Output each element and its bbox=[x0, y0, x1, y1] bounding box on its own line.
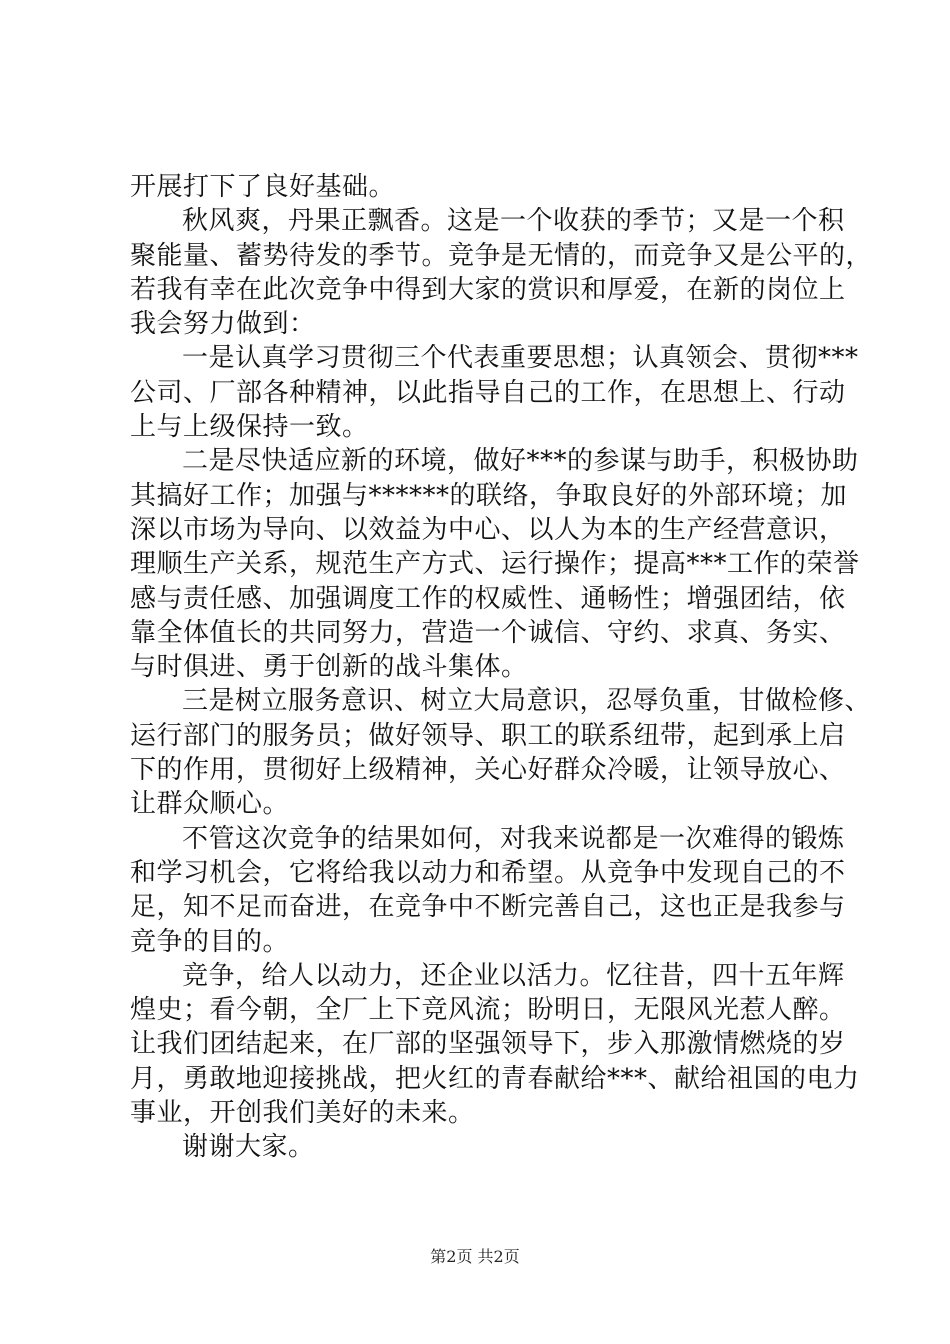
text-line: 感与责任感、加强调度工作的权威性、通畅性；增强团结，依 bbox=[130, 583, 846, 614]
text-line: 其搞好工作；加强与******的联络，争取良好的外部环境；加 bbox=[130, 480, 848, 511]
text-line: 竞争的目的。 bbox=[130, 926, 290, 957]
text-line: 深以市场为导向、以效益为中心、以人为本的生产经营意识， bbox=[130, 514, 846, 545]
text-line: 理顺生产关系，规范生产方式、运行操作；提高***工作的荣誉 bbox=[130, 549, 860, 580]
page-footer bbox=[0, 1244, 950, 1267]
text-line: 上与上级保持一致。 bbox=[130, 412, 369, 443]
text-line: 一是认真学习贯彻三个代表重要思想；认真领会、贯彻*** bbox=[182, 343, 859, 374]
text-line: 与时俱进、勇于创新的战斗集体。 bbox=[130, 652, 528, 683]
text-line: 下的作用，贯彻好上级精神，关心好群众冷暖，让领导放心、 bbox=[130, 755, 846, 786]
text-line: 开展打下了良好基础。 bbox=[130, 172, 396, 202]
text-line: 月，勇敢地迎接挑战，把火红的青春献给***、献给祖国的电力 bbox=[130, 1063, 860, 1094]
text-line: 我会努力做到： bbox=[130, 309, 316, 340]
text-line: 足，知不足而奋进，在竞争中不断完善自己，这也正是我参与 bbox=[130, 892, 846, 923]
text-line: 二是尽快适应新的环境，做好***的参谋与助手，积极协助 bbox=[182, 446, 859, 477]
text-line: 聚能量、蓄势待发的季节。竞争是无情的，而竞争又是公平的， bbox=[130, 240, 873, 271]
document-body bbox=[130, 170, 873, 1165]
text-line: 若我有幸在此次竞争中得到大家的赏识和厚爱，在新的岗位上 bbox=[130, 274, 846, 305]
text-line: 和学习机会，它将给我以动力和希望。从竞争中发现自己的不 bbox=[130, 857, 846, 888]
text-line: 秋风爽，丹果正飘香。这是一个收获的季节；又是一个积 bbox=[182, 206, 845, 237]
text-line: 事业，开创我们美好的未来。 bbox=[130, 1098, 475, 1129]
text-line: 谢谢大家。 bbox=[182, 1132, 315, 1163]
text-line: 煌史；看今朝，全厂上下竞风流；盼明日，无限风光惹人醉。 bbox=[130, 995, 846, 1026]
text-line: 三是树立服务意识、树立大局意识，忍辱负重，甘做检修、 bbox=[182, 686, 872, 717]
text-line: 运行部门的服务员；做好领导、职工的联系纽带，起到承上启 bbox=[130, 720, 846, 751]
text-line: 靠全体值长的共同努力，营造一个诚信、守约、求真、务实、 bbox=[130, 617, 846, 648]
text-line: 不管这次竞争的结果如何，对我来说都是一次难得的锻炼 bbox=[182, 823, 845, 854]
text-line: 让我们团结起来，在厂部的坚强领导下，步入那激情燃烧的岁 bbox=[130, 1029, 846, 1060]
page-number-label: 第2页 共2页 bbox=[430, 1247, 520, 1266]
text-line: 让群众顺心。 bbox=[130, 789, 290, 820]
text-line: 竞争，给人以动力，还企业以活力。忆往昔，四十五年辉 bbox=[182, 960, 845, 991]
text-line: 公司、厂部各种精神，以此指导自己的工作，在思想上、行动 bbox=[130, 377, 846, 408]
